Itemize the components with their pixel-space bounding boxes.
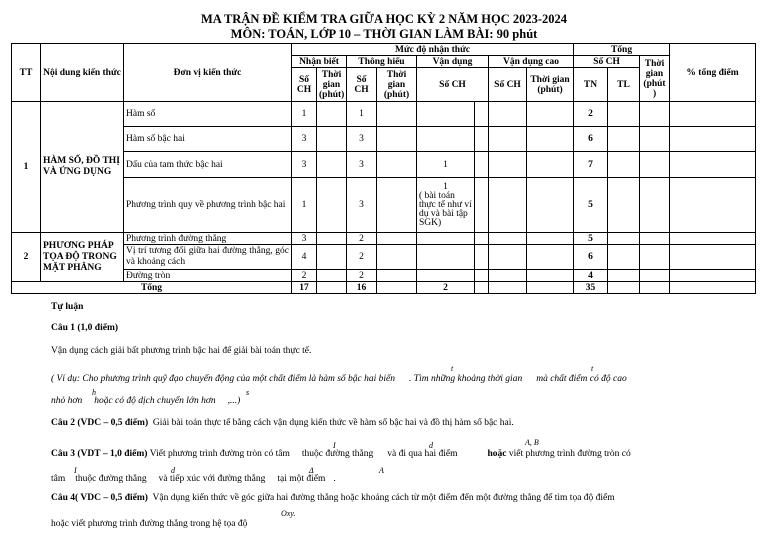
title-line-2: MÔN: TOÁN, LỚP 10 – THỜI GIAN LÀM BÀI: 90 phút: [230, 27, 538, 41]
cell-vd: [417, 178, 475, 233]
cell-nb: 4: [292, 245, 317, 270]
header-vdc-soch: Số CH: [489, 68, 527, 102]
cell-tn: 6: [574, 245, 608, 270]
total-tn: 35: [574, 282, 608, 294]
header-tong: Tổng: [574, 44, 670, 56]
cell-nb: 3: [292, 152, 317, 178]
section-topic: HÀM SỐ, ĐỒ THỊ VÀ ỨNG DỤNG: [41, 102, 124, 233]
question-1-text: Vận dụng cách giải bất phương trình bậc hai để giải bài toán thực tế.: [51, 346, 312, 356]
cell-vd-value: 1: [443, 181, 448, 192]
unit-name: Đường tròn: [124, 270, 292, 282]
cell-th: 3: [347, 152, 377, 178]
cell-vd: [417, 245, 475, 270]
table-row: [12, 127, 756, 152]
matrix-table: [11, 43, 756, 294]
header-noi-dung: Nội dung kiến thức: [41, 44, 124, 102]
header-tn: TN: [574, 68, 608, 102]
cell-vd: [417, 270, 475, 282]
cell-vd: [417, 102, 475, 127]
question-1-example-line-1: ( Ví dụ: Cho phương trình quỹ đạo chuyển động của một chất điểm là hàm số bậc hai biến t . Tìm những khoảng thời gian t mà chất điểm có độ cao: [51, 364, 627, 384]
cell-vd: 1: [417, 152, 475, 178]
question-1-example-line-2: nhỏ hơn h hoặc có độ dịch chuyển lớn hơn s ,...): [51, 388, 250, 406]
header-muc-do: Mức độ nhận thức: [292, 44, 574, 56]
header-van-dung: Vận dụng: [417, 56, 489, 68]
total-label: Tổng: [12, 282, 292, 294]
cell-tn: 5: [574, 178, 608, 233]
cell-tn: 2: [574, 102, 608, 127]
cell-vd: [417, 127, 475, 152]
question-4-line-2: hoặc viết phương trình đường thẳng trong hệ tọa độ Oxy.: [51, 509, 296, 529]
header-don-vi: Đơn vị kiến thức: [124, 44, 292, 102]
total-th: 16: [347, 282, 377, 294]
section-number: 2: [12, 233, 41, 282]
table-row: [12, 102, 756, 127]
header-nb-soch: Số CH: [292, 68, 317, 102]
question-4-line-1: Câu 4( VDC – 0,5 điểm) Vận dụng kiến thức về góc giữa hai đường thẳng hoặc khoảng cách từ một điểm đến một đường thẳng để tìm tọa độ điểm: [51, 493, 615, 503]
header-vd-soch: Số CH: [417, 68, 489, 102]
essay-heading: Tự luận: [51, 302, 84, 312]
header-tong-thoi-gian: Thời gian (phút ): [640, 56, 670, 102]
unit-name: Dấu của tam thức bậc hai: [124, 152, 292, 178]
section-number: 1: [12, 102, 41, 233]
cell-nb: 1: [292, 102, 317, 127]
table-row: [12, 152, 756, 178]
header-tl: TL: [608, 68, 640, 102]
unit-name: Hàm số bậc hai: [124, 127, 292, 152]
table-row: [12, 233, 756, 245]
header-van-dung-cao: Vận dụng cao: [489, 56, 574, 68]
table-row: [12, 270, 756, 282]
cell-th: 2: [347, 245, 377, 270]
header-th-time: Thời gian (phút): [377, 68, 417, 102]
cell-nb: 3: [292, 127, 317, 152]
cell-th: 2: [347, 233, 377, 245]
cell-th: 1: [347, 102, 377, 127]
cell-vd: [417, 233, 475, 245]
unit-name: Phương trình đường thẳng: [124, 233, 292, 245]
header-nb-time: Thời gian (phút): [317, 68, 347, 102]
cell-th: 3: [347, 127, 377, 152]
cell-th: 2: [347, 270, 377, 282]
cell-nb: 3: [292, 233, 317, 245]
table-row: [12, 178, 756, 233]
cell-nb: 2: [292, 270, 317, 282]
cell-th: 3: [347, 178, 377, 233]
unit-name: Vị trí tương đối giữa hai đường thẳng, góc và khoảng cách: [124, 245, 292, 270]
unit-name: Phương trình quy về phương trình bậc hai: [124, 178, 292, 233]
question-3-line-2: tâm I thuộc đường thẳng d và tiếp xúc với đường thẳng Δ tại một điểm A .: [51, 466, 384, 484]
cell-vd-note: ( bài toán thực tế như ví dụ và bài tập SGK): [419, 190, 472, 228]
header-tong-so-ch: Số CH: [574, 56, 640, 68]
cell-tn: 4: [574, 270, 608, 282]
header-tt: TT: [12, 44, 41, 102]
cell-tn: 6: [574, 127, 608, 152]
total-vd: 2: [417, 282, 475, 294]
table-row: [12, 245, 756, 270]
header-percent: % tổng điểm: [670, 44, 756, 102]
header-vdc-time: Thời gian (phút): [527, 68, 574, 102]
question-2: Câu 2 (VDC – 0,5 điểm) Giải bài toán thực tế bằng cách vận dụng kiến thức về hàm số bậc hai và đồ thị hàm số bậc hai.: [51, 418, 514, 428]
header-thong-hieu: Thông hiểu: [347, 56, 417, 68]
cell-tn: 5: [574, 233, 608, 245]
question-1-title: Câu 1 (1,0 điểm): [51, 323, 119, 333]
header-th-soch: Số CH: [347, 68, 377, 102]
total-nb: 17: [292, 282, 317, 294]
title-line-1: MA TRẬN ĐỀ KIỂM TRA GIỮA HỌC KỲ 2 NĂM HỌC 2023-2024: [200, 12, 568, 26]
section-topic: PHƯƠNG PHÁP TỌA ĐỘ TRONG MẶT PHẲNG: [41, 233, 124, 282]
question-3-line-1: Câu 3 (VDT – 1,0 điểm) Viết phương trình đường tròn có tâm I thuộc đường thẳng d và đi qua hai điểm A, B hoặc viết phương trình đường tròn có: [51, 438, 631, 459]
cell-nb: 1: [292, 178, 317, 233]
header-nhan-biet: Nhận biết: [292, 56, 347, 68]
cell-tn: 7: [574, 152, 608, 178]
unit-name: Hàm số: [124, 102, 292, 127]
total-row: [12, 282, 756, 294]
